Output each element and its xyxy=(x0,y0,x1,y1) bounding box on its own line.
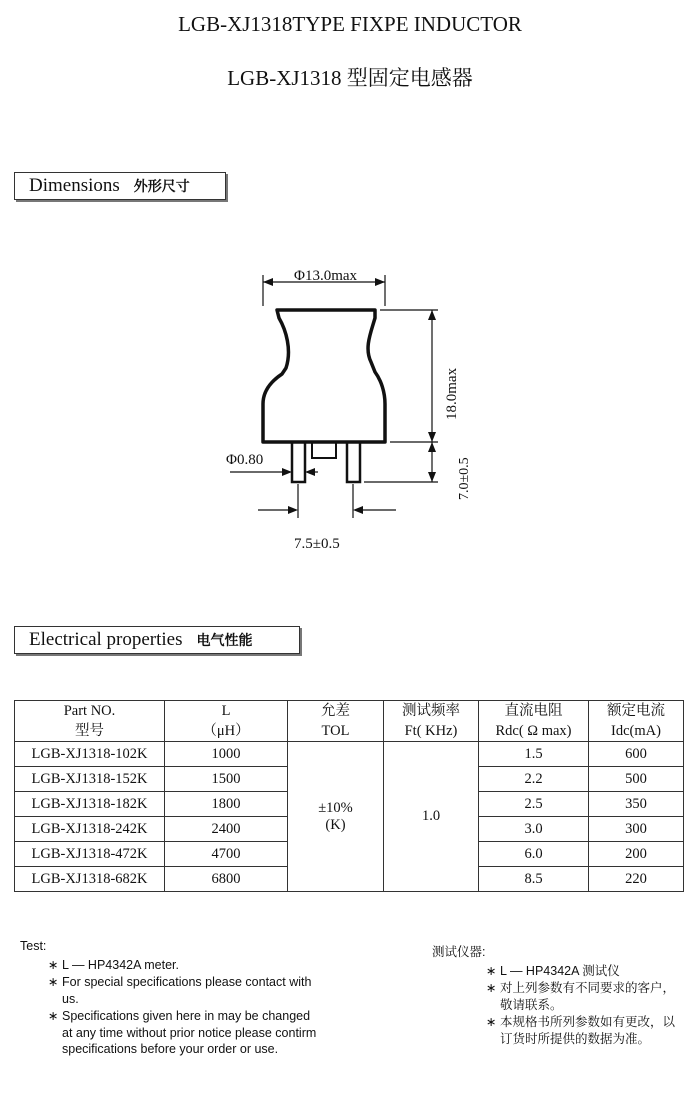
test-notes-cn xyxy=(432,944,682,1048)
cell-rdc: 2.5 xyxy=(479,792,589,817)
electrical-label-en: Electrical properties xyxy=(29,629,183,650)
inductor-body xyxy=(263,310,385,442)
cell-rdc: 1.5 xyxy=(479,742,589,767)
header-inductance: L （μH） xyxy=(165,701,288,742)
test-notes-en-heading: Test: xyxy=(20,939,47,953)
test-note-item: ∗ L — HP4342A 测试仪 xyxy=(486,963,620,978)
cell-rdc: 3.0 xyxy=(479,817,589,842)
header-part-no: Part NO. 型号 xyxy=(15,701,165,742)
table-row xyxy=(15,742,684,767)
pin-length-label: 7.0±0.5 xyxy=(457,457,472,500)
electrical-section-header xyxy=(14,626,300,654)
pin-spacing-label: 7.5±0.5 xyxy=(294,536,340,552)
header-rated-current: 额定电流 Idc(mA) xyxy=(589,701,684,742)
test-note-item: ∗ Specifications given here in may be changed at any time without prior notice please contirm specifications before your order or use. xyxy=(48,1009,317,1056)
cell-frequency: 1.0 xyxy=(384,742,479,892)
cell-l: 6800 xyxy=(165,867,288,892)
pin-diameter-label: Φ0.80 xyxy=(226,452,264,468)
test-note-item: ∗ L — HP4342A meter. xyxy=(48,957,179,972)
cell-tolerance: ±10% (K) xyxy=(288,742,384,892)
base-tab xyxy=(312,442,336,458)
cell-part: LGB-XJ1318-182K xyxy=(15,792,165,817)
height-label: 18.0max xyxy=(444,367,460,420)
test-notes-en xyxy=(20,938,320,1059)
dimensions-label-en: Dimensions xyxy=(29,175,120,196)
cell-l: 1800 xyxy=(165,792,288,817)
electrical-properties-table xyxy=(14,700,684,892)
cell-idc: 600 xyxy=(589,742,684,767)
test-notes-cn-heading: 测试仪器: xyxy=(432,945,486,959)
dimensions-label-cn: 外形尺寸 xyxy=(133,179,190,195)
test-note-item: ∗ 本规格书所列参数如有更改，以订货时所提供的数据为准。 xyxy=(486,1015,676,1046)
cell-idc: 300 xyxy=(589,817,684,842)
cell-rdc: 6.0 xyxy=(479,842,589,867)
header-dc-resistance: 直流电阻 Rdc( Ω max) xyxy=(479,701,589,742)
table-header-row xyxy=(15,701,684,742)
cell-l: 4700 xyxy=(165,842,288,867)
page-subtitle: LGB-XJ1318 型固定电感器 xyxy=(227,66,473,90)
cell-idc: 200 xyxy=(589,842,684,867)
cell-part: LGB-XJ1318-472K xyxy=(15,842,165,867)
cell-rdc: 2.2 xyxy=(479,767,589,792)
pin-left xyxy=(292,442,305,482)
cell-idc: 220 xyxy=(589,867,684,892)
pin-right xyxy=(347,442,360,482)
header-test-frequency: 测试频率 Ft( KHz) xyxy=(384,701,479,742)
cell-rdc: 8.5 xyxy=(479,867,589,892)
dimensions-section-header xyxy=(14,172,226,200)
cell-l: 1000 xyxy=(165,742,288,767)
cell-idc: 350 xyxy=(589,792,684,817)
page-title: LGB-XJ1318TYPE FIXPE INDUCTOR xyxy=(178,12,522,36)
cell-part: LGB-XJ1318-682K xyxy=(15,867,165,892)
cell-l: 1500 xyxy=(165,767,288,792)
cell-part: LGB-XJ1318-152K xyxy=(15,767,165,792)
header-tolerance: 允差 TOL xyxy=(288,701,384,742)
electrical-label-cn: 电气性能 xyxy=(196,633,253,649)
test-note-item: ∗ For special specifications please contact with us. xyxy=(48,975,312,1006)
diameter-label: Φ13.0max xyxy=(294,268,358,284)
cell-idc: 500 xyxy=(589,767,684,792)
cell-part: LGB-XJ1318-102K xyxy=(15,742,165,767)
inductor-dimension-drawing xyxy=(0,250,700,560)
cell-l: 2400 xyxy=(165,817,288,842)
test-note-item: ∗ 对上列参数有不同要求的客户，敬请联系。 xyxy=(486,981,676,1012)
cell-part: LGB-XJ1318-242K xyxy=(15,817,165,842)
